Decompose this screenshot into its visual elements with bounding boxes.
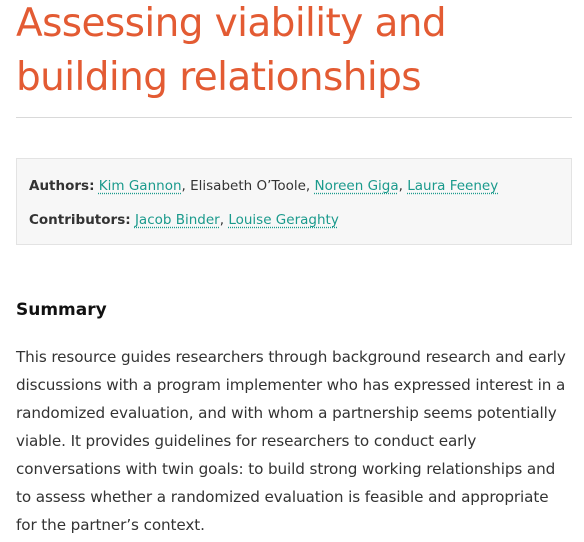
person-link[interactable]: Louise Geraghty bbox=[228, 212, 339, 228]
summary-heading: Summary bbox=[16, 300, 107, 320]
list-separator: , bbox=[219, 212, 229, 228]
person-link[interactable]: Jacob Binder bbox=[134, 212, 220, 228]
contributors-line bbox=[29, 203, 559, 237]
article bbox=[16, 0, 572, 539]
credits-box bbox=[16, 158, 572, 245]
person-link[interactable]: Kim Gannon bbox=[98, 178, 182, 194]
page-title: Assessing viability and building relationships bbox=[16, 1, 447, 100]
authors-label: Authors: bbox=[29, 178, 95, 194]
person-link[interactable]: Laura Feeney bbox=[407, 178, 499, 194]
contributors-label: Contributors: bbox=[29, 212, 131, 228]
list-separator: , bbox=[181, 178, 191, 194]
contributors-list bbox=[135, 212, 339, 228]
summary-text: This resource guides researchers through background research and early discussions with a program implementer who has expressed interest in a randomized evaluation, and with whom a partnership seems potentially viable. It provides guidelines for researchers to conduct early conversations with twin goals: to build strong working relationships and to assess whether a randomized evaluation is feasible and appropriate for the partner’s context. bbox=[16, 348, 566, 534]
list-separator: , bbox=[305, 178, 315, 194]
title-divider bbox=[16, 117, 572, 118]
authors-line bbox=[29, 169, 559, 203]
person-link[interactable]: Noreen Giga bbox=[314, 178, 399, 194]
list-separator: , bbox=[398, 178, 408, 194]
authors-list bbox=[99, 178, 498, 194]
person-name: Elisabeth O’Toole bbox=[190, 178, 306, 194]
